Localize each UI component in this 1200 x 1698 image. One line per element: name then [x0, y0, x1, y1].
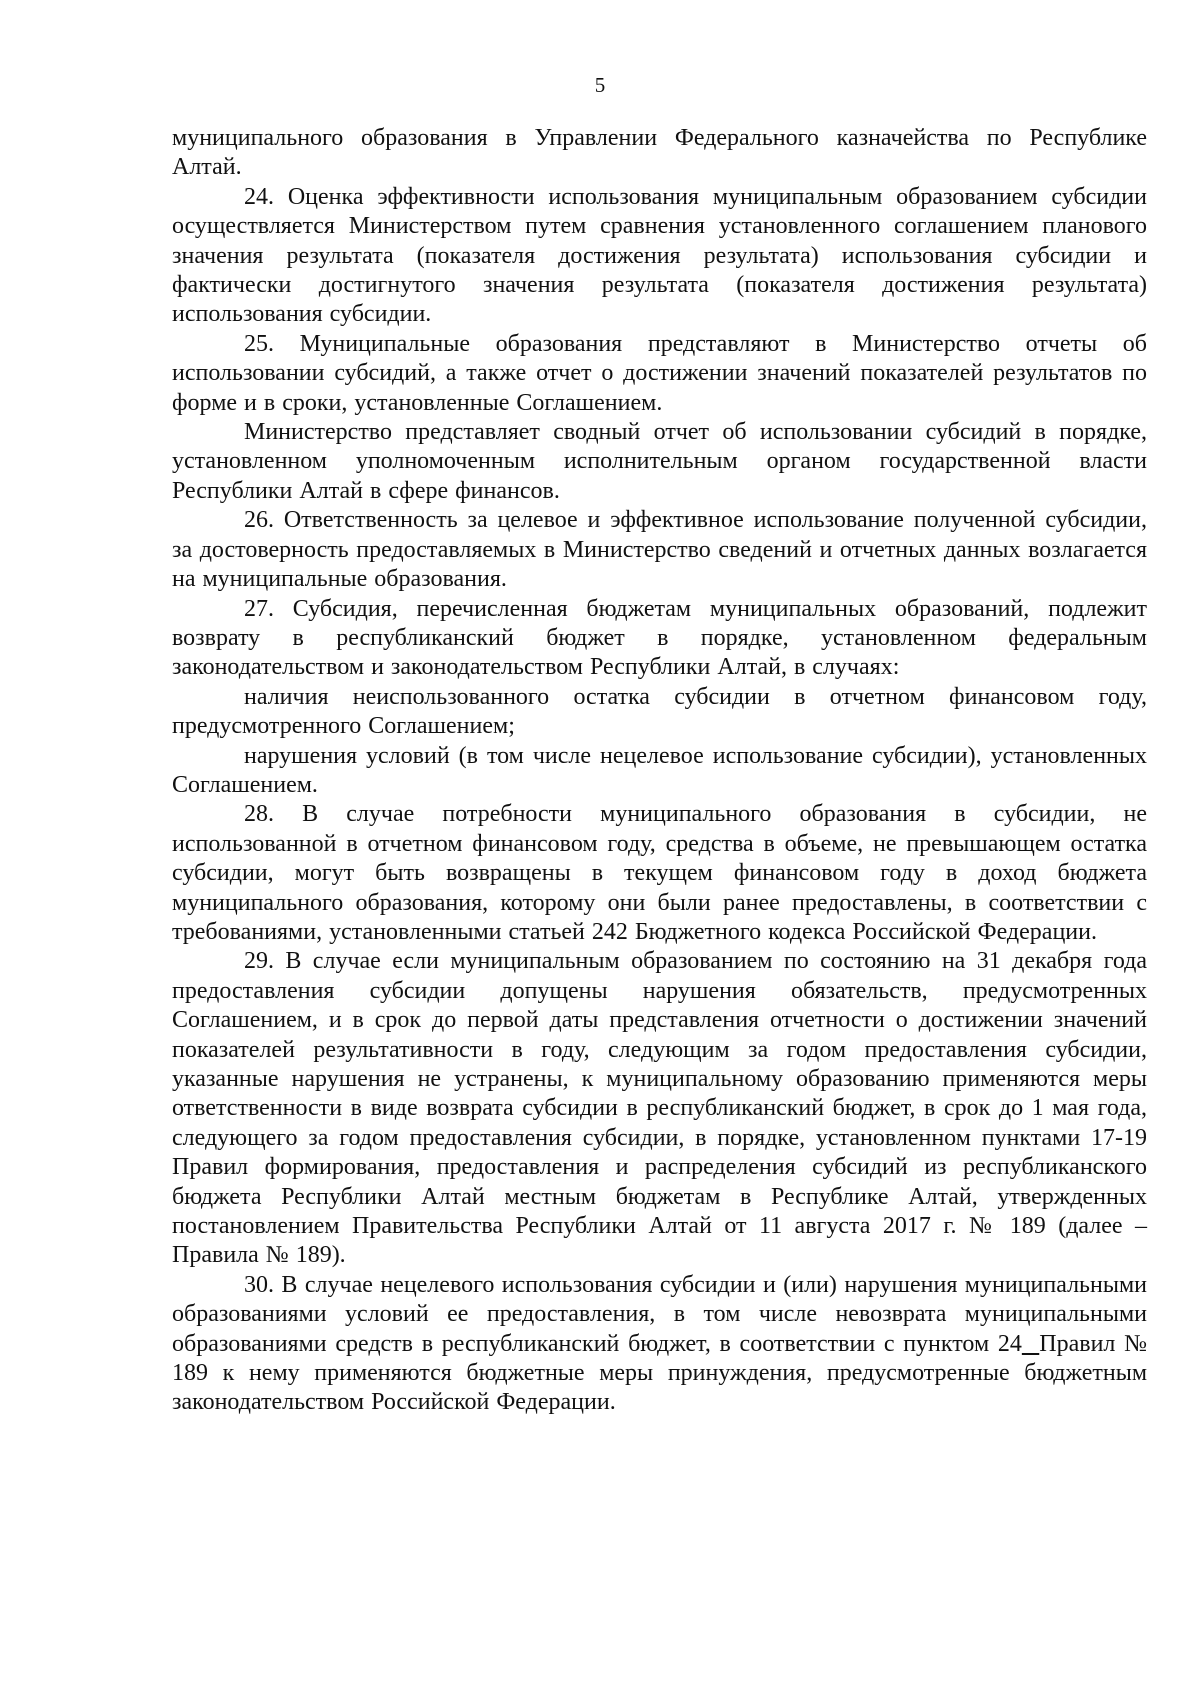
paragraph-25-summary-report: Министерство представляет сводный отчет об использовании субсидий в порядке, установленном уполномоченным исполнительным органом государственной власти Республики Алтай в сфере финансов. — [172, 419, 1147, 504]
paragraph-27: 27. Субсидия, перечисленная бюджетам муниципальных образований, подлежит возврату в республиканский бюджет в порядке, установленном федеральным законодательством и законодательством Республики Алтай, в случаях: — [172, 595, 1147, 681]
paragraph-25: 25. Муниципальные образования представляют в Министерство отчеты об использовании субсидий, а также отчет о достижении значений показателей результатов по форме и в сроки, установленные Соглашением. — [172, 330, 1147, 416]
paragraph-29: 29. В случае если муниципальным образованием по состоянию на 31 декабря года предоставления субсидии допущены нарушения обязательств, предусмотренных Соглашением, и в срок до первой даты представления отчетности о достижении значений показателей результативности в году, следующим за годом предоставления субсидии, указанные нарушения не устранены, к муниципальному образованию применяются меры ответственности в виде возврата субсидии в республиканский бюджет, в срок до 1 мая года, следующего за годом предоставления субсидии, в порядке, установленном пунктами 17-19 Правил формирования, предоставления и распределения субсидий из республиканского бюджета Республики Алтай местным бюджетам в Республике Алтай, утвержденных постановлением Правительства Республики Алтай от 11 августа 2017 г. № 189 (далее – Правила № 189). — [172, 948, 1147, 1269]
paragraph-30 — [172, 1271, 1147, 1418]
paragraph-27-case-unused-balance: наличия неиспользованного остатка субсидии в отчетном финансовом году, предусмотренного Соглашением; — [172, 683, 1147, 740]
paragraph-30-end: Правил № 189 к нему применяются бюджетные меры принуждения, предусмотренные бюджетным законодательством Российской Федерации. — [172, 1330, 1147, 1416]
paragraph-30-underline-gap — [1022, 1331, 1039, 1357]
paragraph-continuation: муниципального образования в Управлении Федерального казначейства по Республике Алтай. — [172, 125, 1147, 181]
paragraph-28: 28. В случае потребности муниципального образования в субсидии, не использованной в отчетном финансовом году, средства в объеме, не превышающем остатка субсидии, могут быть возвращены в текущем финансовом году в доход бюджета муниципального образования, которому они были ранее предоставлены, в соответствии с требованиями, установленными статьей 242 Бюджетного кодекса Российской Федерации. — [172, 801, 1147, 945]
paragraph-24: 24. Оценка эффективности использования муниципальным образованием субсидии осуществляется Министерством путем сравнения установленного соглашением планового значения результата (показателя достижения результата) использования субсидии и фактически достигнутого значения результата (показателя достижения результата) использования субсидии. — [172, 183, 1147, 328]
paragraph-30-start: 30. В случае нецелевого использования субсидии и (или) нарушения муниципальными образованиями условий ее предоставления, в том числе невозврата муниципальными образованиями средств в республиканский бюджет, в соответствии с пунктом 24 — [172, 1271, 1147, 1357]
paragraph-26: 26. Ответственность за целевое и эффективное использование полученной субсидии, за достоверность предоставляемых в Министерство сведений и отчетных данных возлагается на муниципальные образования. — [172, 507, 1147, 593]
paragraph-27-case-violation: нарушения условий (в том числе нецелевое использование субсидии), установленных Соглашением. — [172, 742, 1147, 798]
document-body — [172, 124, 1147, 1418]
page-number: 5 — [594, 73, 606, 97]
